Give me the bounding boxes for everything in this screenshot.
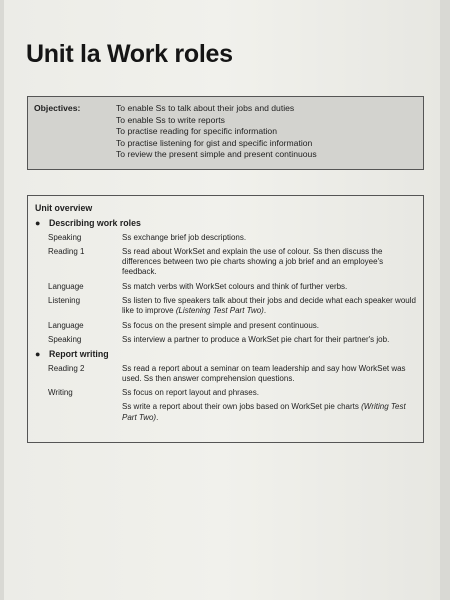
unit-overview-box — [27, 195, 424, 443]
row-desc-tail: . — [263, 306, 267, 316]
row-desc: Ss focus on report layout and phrases. — [122, 388, 259, 398]
overview-row — [35, 402, 423, 423]
row-label: Speaking — [48, 232, 82, 242]
row-desc — [122, 402, 418, 423]
row-label — [35, 402, 122, 423]
row-label: Language — [48, 281, 84, 291]
unit-title: Unit la Work roles — [26, 40, 233, 68]
row-desc-text: Ss write a report about their own jobs based on WorkSet pie charts — [122, 402, 359, 412]
bullet-icon: ● — [35, 349, 41, 360]
objective-item: To review the present simple and present continuous — [116, 149, 317, 159]
row-desc-tail: . — [156, 412, 159, 422]
row-label: Speaking — [48, 334, 82, 344]
overview-row — [35, 282, 423, 292]
objectives-box — [27, 96, 424, 170]
document-page — [4, 0, 440, 600]
row-desc: Ss match verbs with WorkSet colours and think of further verbs. — [122, 281, 348, 291]
row-label: Reading 1 — [48, 246, 85, 256]
overview-row — [35, 233, 423, 243]
row-label: Listening — [48, 296, 81, 306]
section-heading — [35, 349, 423, 359]
row-desc: Ss exchange brief job descriptions. — [122, 232, 247, 242]
overview-title: Unit overview — [35, 203, 93, 213]
row-label: Reading 2 — [48, 363, 85, 373]
objectives-list — [116, 103, 317, 169]
section-heading — [35, 218, 423, 228]
row-desc-reference: (Writing Test Part Two) — [122, 402, 406, 422]
row-desc: Ss read a report about a seminar on team leadership and say how WorkSet was used. Ss then answer comprehension questions. — [122, 363, 406, 383]
row-desc — [122, 296, 418, 317]
section-heading-text: Describing work roles — [49, 218, 141, 229]
objective-item: To enable Ss to write reports — [116, 114, 225, 125]
overview-row — [35, 321, 423, 331]
objective-item: To practise listening for gist and specific information — [116, 137, 313, 148]
overview-row — [35, 388, 423, 398]
row-label: Language — [48, 320, 84, 330]
overview-row — [35, 247, 423, 278]
objective-item: To practise reading for specific information — [116, 126, 277, 136]
row-desc: Ss focus on the present simple and present continuous. — [122, 320, 320, 330]
row-desc-reference: (Listening Test Part Two) — [175, 306, 264, 316]
objectives-label: Objectives: — [34, 103, 81, 113]
section-heading-text: Report writing — [49, 349, 109, 360]
bullet-icon: ● — [35, 218, 41, 229]
row-label: Writing — [48, 388, 73, 398]
objective-item: To enable Ss to talk about their jobs and duties — [116, 103, 295, 113]
overview-row — [35, 364, 423, 385]
row-desc: Ss interview a partner to produce a WorkSet pie chart for their partner's job. — [122, 334, 390, 344]
overview-row — [35, 335, 423, 345]
row-desc-text: Ss listen to five speakers talk about their jobs and decide what each speaker would like to improve — [122, 296, 416, 316]
row-desc: Ss read about WorkSet and explain the use of colour. Ss then discuss the differences between two pie charts showing a job brief and an employee's feedback. — [122, 246, 384, 277]
overview-row — [35, 296, 423, 317]
